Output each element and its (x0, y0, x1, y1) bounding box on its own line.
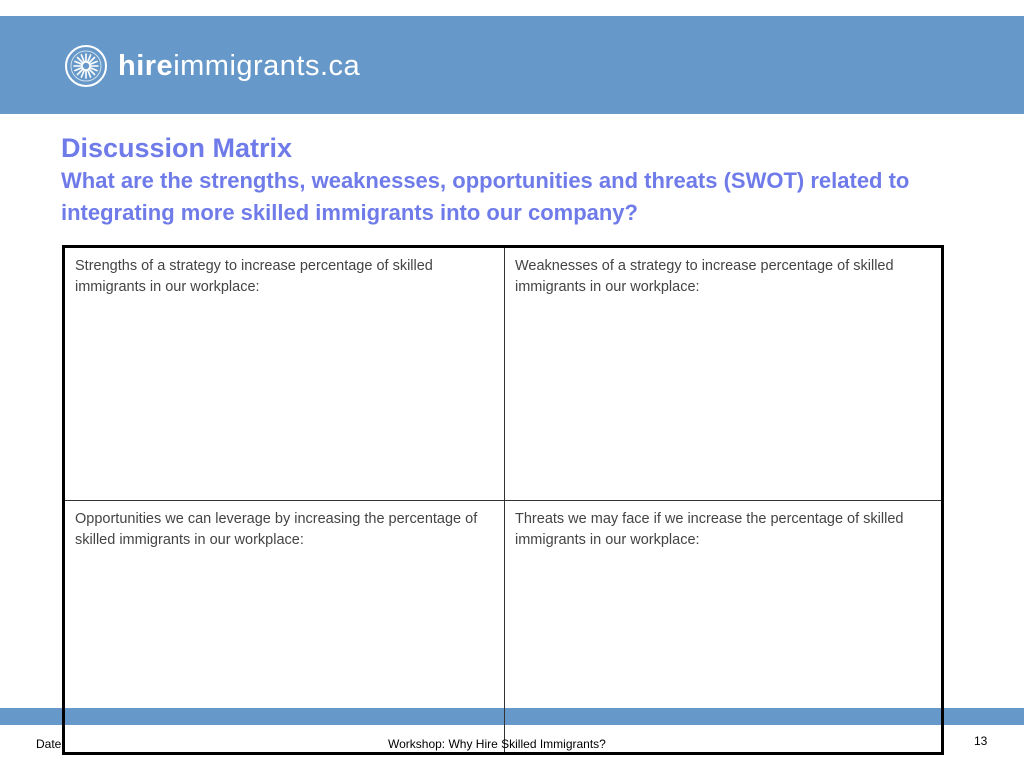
logo (64, 43, 360, 89)
logo-wordmark-bold: hire (118, 49, 174, 82)
slide-title: Discussion Matrix (61, 133, 293, 163)
footer-date: Date (36, 737, 62, 751)
footer-title: Workshop: Why Hire Skilled Immigrants? (388, 737, 606, 751)
logo-wordmark (118, 50, 360, 83)
slide-subtitle: What are the strengths, weaknesses, opportunities and threats (SWOT) related to integrating more skilled immigrants into our company? (61, 168, 910, 225)
matrix-cell-opportunities: Opportunities we can leverage by increasing the percentage of skilled immigrants in our workplace: (65, 501, 505, 752)
sunburst-logo-icon (64, 44, 108, 88)
matrix-cell-weaknesses: Weaknesses of a strategy to increase percentage of skilled immigrants in our workplace: (505, 248, 941, 501)
swot-matrix (62, 245, 944, 755)
logo-wordmark-rest: immigrants.ca (173, 49, 361, 82)
title-block (61, 131, 981, 229)
page-number: 13 (974, 734, 988, 748)
matrix-cell-strengths: Strengths of a strategy to increase percentage of skilled immigrants in our workplace: (65, 248, 505, 501)
matrix-cell-threats: Threats we may face if we increase the percentage of skilled immigrants in our workplace: (515, 511, 904, 548)
